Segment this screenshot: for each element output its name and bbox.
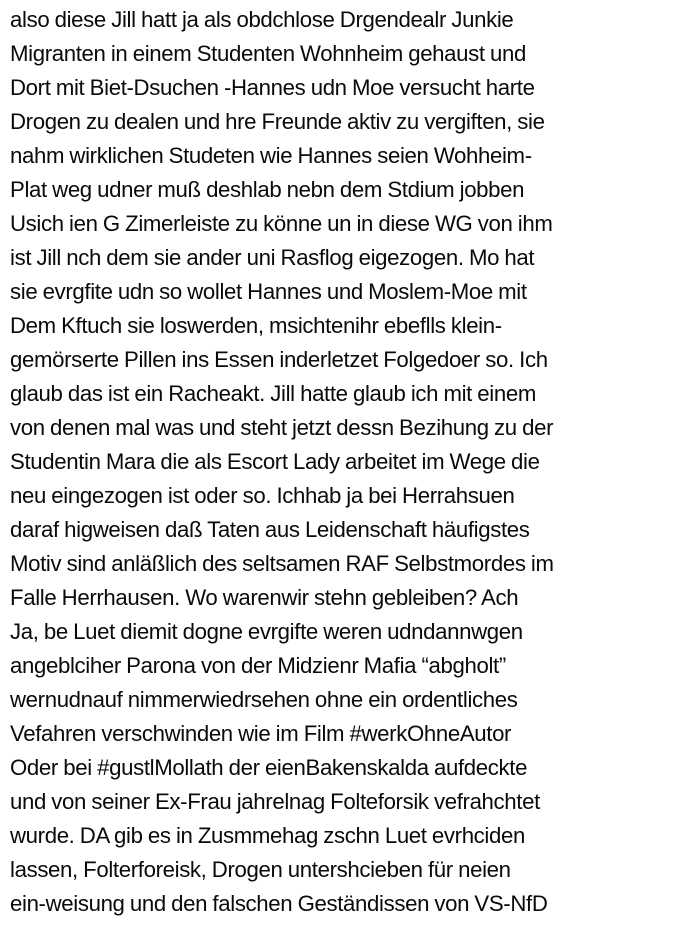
text-line: Oder bei #gustlMollath der eienBakenskalda aufdeckte — [10, 755, 528, 780]
text-line: Migranten in einem Studenten Wohnheim gehaust und — [10, 41, 526, 66]
text-line: Drogen zu dealen und hre Freunde aktiv zu vergiften, sie — [10, 109, 545, 134]
text-line: ein-weisung und den falschen Geständissen von VS-NfD — [10, 891, 548, 916]
text-line: Usich ien G Zimerleiste zu könne un in diese WG von ihm — [10, 211, 553, 236]
text-line: angeblciher Parona von der Midzienr Mafia “abgholt” — [10, 653, 506, 678]
text-line: Ja, be Luet diemit dogne evrgifte weren udndannwgen — [10, 619, 523, 644]
text-line: neu eingezogen ist oder so. Ichhab ja bei Herrahsuen — [10, 483, 515, 508]
text-line: glaub das ist ein Racheakt. Jill hatte glaub ich mit einem — [10, 381, 536, 406]
text-line: Studentin Mara die als Escort Lady arbeitet im Wege die — [10, 449, 540, 474]
text-line: ist Jill nch dem sie ander uni Rasflog eigezogen. Mo hat — [10, 245, 535, 270]
text-line: wernudnauf nimmerwiedrsehen ohne ein ordentliches — [10, 687, 518, 712]
text-line: Falle Herrhausen. Wo warenwir stehn gebleiben? Ach — [10, 585, 519, 610]
text-line: gemörserte Pillen ins Essen inderletzet Folgedoer so. Ich — [10, 347, 548, 372]
text-line: Plat weg udner muß deshlab nebn dem Stdium jobben — [10, 177, 525, 202]
text-line: lassen, Folterforeisk, Drogen untershcieben für neien — [10, 857, 511, 882]
text-line: also diese Jill hatt ja als obdchlose Drgendealr Junkie — [10, 7, 514, 32]
text-line: sie evrgfite udn so wollet Hannes und Moslem-Moe mit — [10, 279, 527, 304]
text-line: Vefahren verschwinden wie im Film #werkOhneAutor — [10, 721, 512, 746]
text-line: von denen mal was und steht jetzt dessn Bezihung zu der — [10, 415, 554, 440]
text-line: wurde. DA gib es in Zusmmehag zschn Luet evrhciden — [10, 823, 525, 848]
body-text — [10, 3, 682, 921]
text-line: nahm wirklichen Studeten wie Hannes seien Wohheim- — [10, 143, 532, 168]
text-line: daraf higweisen daß Taten aus Leidenschaft häufigstes — [10, 517, 530, 542]
text-line: Dort mit Biet-Dsuchen -Hannes udn Moe versucht harte — [10, 75, 535, 100]
text-line: Motiv sind anläßlich des seltsamen RAF Selbstmordes im — [10, 551, 554, 576]
text-line: und von seiner Ex-Frau jahrelnag Folteforsik vefrahchtet — [10, 789, 540, 814]
text-line: Dem Kftuch sie loswerden, msichtenihr ebeflls klein- — [10, 313, 502, 338]
